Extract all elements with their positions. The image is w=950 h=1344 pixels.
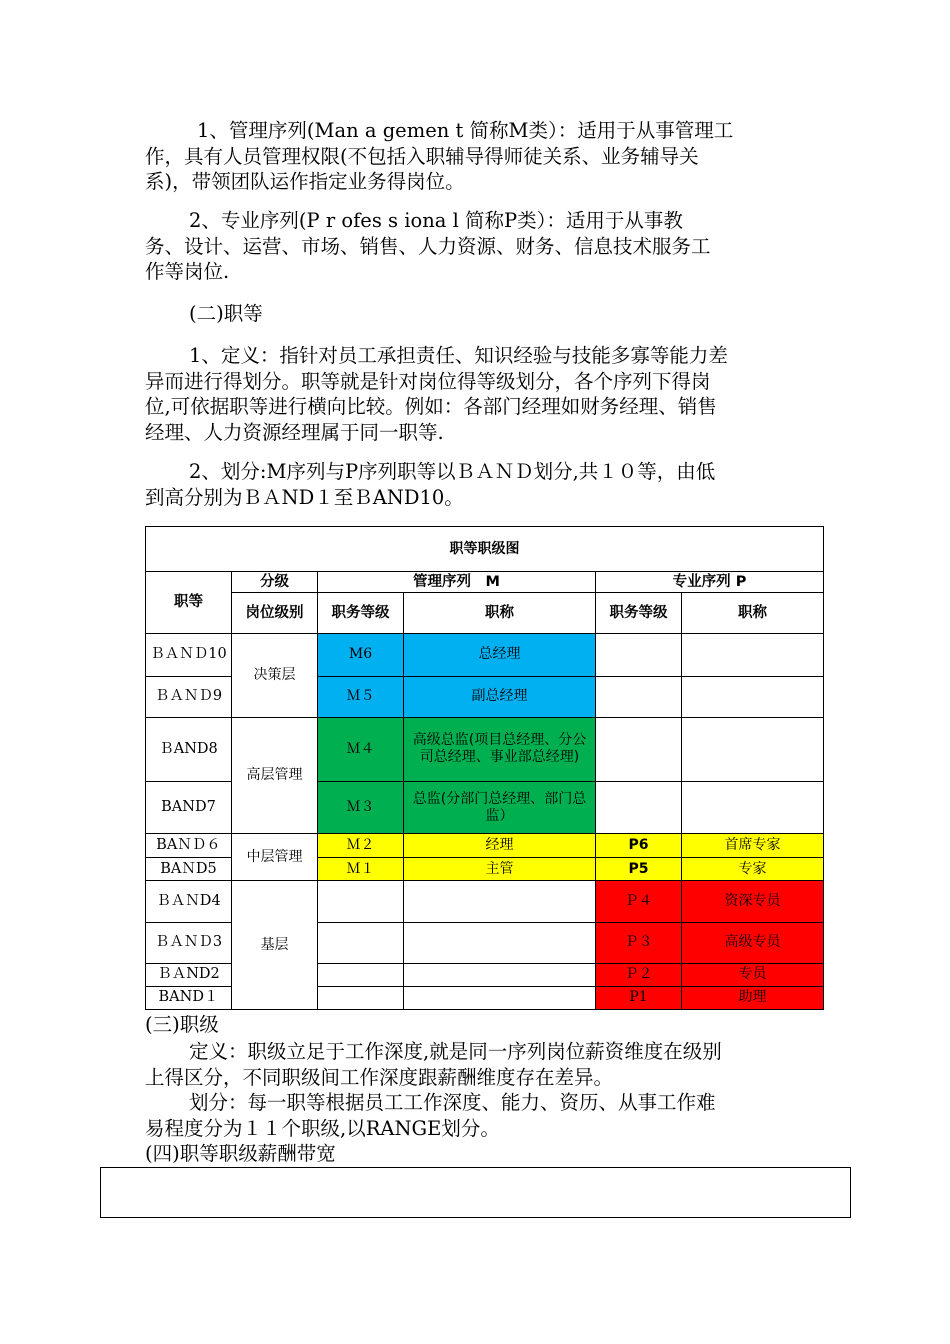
paragraph-grade-division — [145, 459, 805, 510]
level-cell-senior: 高层管理 — [232, 717, 318, 833]
text-line: (四)职等职级薪酬带宽 — [145, 1142, 336, 1165]
paragraph-level-definition — [145, 1039, 805, 1090]
salary-band-table-frame — [100, 1167, 851, 1218]
p-rank-cell: Ｐ３ — [596, 922, 682, 963]
header-p-rank: 职务等级 — [596, 593, 682, 634]
band-cell: ＢＡＮD4 — [146, 881, 232, 922]
text-line: (三)职级 — [145, 1013, 219, 1036]
m-title-cell: 总经理 — [404, 634, 596, 676]
header-management-series: 管理序列 M — [318, 572, 596, 593]
paragraph-level-division — [145, 1090, 805, 1141]
p-rank-cell: P5 — [596, 858, 682, 881]
header-p-title: 职称 — [682, 593, 824, 634]
text-line: 2、专业序列(P r ofes s iona l 简称P类）：适用于从事教 — [189, 209, 683, 232]
header-professional-series: 专业序列 P — [596, 572, 824, 593]
p-rank-cell — [596, 717, 682, 781]
p-title-cell: 专家 — [682, 858, 824, 881]
p-title-cell — [682, 676, 824, 717]
band-cell: BAＮＤ６ — [146, 834, 232, 858]
text-line: 作等岗位. — [145, 260, 230, 283]
band-cell: BAND7 — [146, 782, 232, 834]
m-title-cell: 主管 — [404, 858, 596, 881]
p-title-cell — [682, 634, 824, 676]
text-line: 1、定义：指针对员工承担责任、知识经验与技能多寡等能力差 — [189, 344, 728, 367]
header-m-rank: 职务等级 — [318, 593, 404, 634]
section-heading-grade — [145, 301, 805, 327]
text-line: 经理、人力资源经理属于同一职等. — [145, 420, 444, 444]
m-rank-cell: Ｍ５ — [318, 676, 404, 717]
text-line: 位,可依据职等进行横向比较。例如：各部门经理如财务经理、销售 — [145, 395, 717, 418]
header-level-bottom: 岗位级别 — [232, 593, 318, 634]
text-line: 作，具有人员管理权限(不包括入职辅导得师徒关系、业务辅导关 — [145, 144, 699, 168]
m-title-cell: 高级总监(项目总经理、分公司总经理、事业部总经理) — [404, 717, 596, 781]
m-rank-cell — [318, 881, 404, 922]
text-line: 易程度分为１１个职级,以RANGE划分。 — [145, 1116, 500, 1140]
m-rank-cell: Ｍ３ — [318, 782, 404, 834]
table-row — [146, 634, 824, 676]
band-cell: BAＮD5 — [146, 858, 232, 881]
table-title: 职等职级图 — [146, 527, 824, 572]
text-line: 到高分别为ＢＡND１至ＢAND10。 — [145, 485, 464, 509]
p-title-cell: 高级专员 — [682, 922, 824, 963]
m-title-cell: 副总经理 — [404, 676, 596, 717]
m-title-cell — [404, 881, 596, 922]
text-line: 1、管理序列(Man a gemen t 简称M类）：适用于从事管理工 — [197, 119, 734, 142]
header-m-title: 职称 — [404, 593, 596, 634]
table-row — [146, 717, 824, 781]
p-rank-cell: P6 — [596, 834, 682, 858]
p-rank-cell: Ｐ４ — [596, 881, 682, 922]
m-title-cell — [404, 922, 596, 963]
band-cell: ＢＡＮＤ3 — [146, 922, 232, 963]
text-line: 2、划分:M序列与P序列职等以ＢＡＮＤ划分,共１０等，由低 — [189, 460, 716, 483]
m-rank-cell — [318, 986, 404, 1009]
paragraph-grade-definition — [145, 343, 805, 445]
level-cell-base: 基层 — [232, 881, 318, 1010]
text-line: 划分：每一职等根据员工工作深度、能力、资历、从事工作难 — [189, 1091, 716, 1114]
paragraph-professional-series — [145, 208, 805, 285]
table-row — [146, 834, 824, 858]
p-rank-cell: P1 — [596, 986, 682, 1009]
level-cell-middle: 中层管理 — [232, 834, 318, 881]
m-title-cell: 总监(分部门总经理、部门总监） — [404, 782, 596, 834]
band-cell: ＢＡND2 — [146, 963, 232, 986]
section-heading-level — [145, 1012, 805, 1038]
p-title-cell: 首席专家 — [682, 834, 824, 858]
m-rank-cell: Ｍ４ — [318, 717, 404, 781]
header-level-top: 分级 — [232, 572, 318, 593]
p-title-cell: 专员 — [682, 963, 824, 986]
m-title-cell: 经理 — [404, 834, 596, 858]
band-cell: ＢＡＮＤ9 — [146, 676, 232, 717]
m-title-cell — [404, 986, 596, 1009]
band-cell: ＢＡＮＤ10 — [146, 634, 232, 676]
m-rank-cell — [318, 922, 404, 963]
text-line: 上得区分，不同职级间工作深度跟薪酬维度存在差异。 — [145, 1065, 614, 1089]
p-title-cell: 资深专员 — [682, 881, 824, 922]
band-cell: BAND１ — [146, 986, 232, 1009]
band-cell: ＢAND8 — [146, 717, 232, 781]
section-heading-salary-band — [145, 1141, 805, 1167]
text-line: 系)，带领团队运作指定业务得岗位。 — [145, 170, 465, 193]
grade-level-table — [145, 526, 824, 1010]
p-title-cell — [682, 782, 824, 834]
m-rank-cell: Ｍ２ — [318, 834, 404, 858]
level-cell-decision: 决策层 — [232, 634, 318, 717]
text-line: 异而进行得划分。职等就是针对岗位得等级划分，各个序列下得岗 — [145, 369, 711, 393]
text-line: 定义：职级立足于工作深度,就是同一序列岗位薪资维度在级别 — [189, 1040, 722, 1063]
m-rank-cell: Ｍ１ — [318, 858, 404, 881]
m-rank-cell: M6 — [318, 634, 404, 676]
p-title-cell: 助理 — [682, 986, 824, 1009]
table-row — [146, 881, 824, 922]
p-rank-cell — [596, 676, 682, 717]
paragraph-management-series — [145, 118, 805, 195]
p-title-cell — [682, 717, 824, 781]
m-rank-cell — [318, 963, 404, 986]
text-line: 务、设计、运营、市场、销售、人力资源、财务、信息技术服务工 — [145, 234, 711, 258]
p-rank-cell — [596, 634, 682, 676]
p-rank-cell — [596, 782, 682, 834]
text-line: (二)职等 — [189, 302, 263, 325]
p-rank-cell: Ｐ２ — [596, 963, 682, 986]
header-grade: 职等 — [146, 572, 232, 634]
m-title-cell — [404, 963, 596, 986]
